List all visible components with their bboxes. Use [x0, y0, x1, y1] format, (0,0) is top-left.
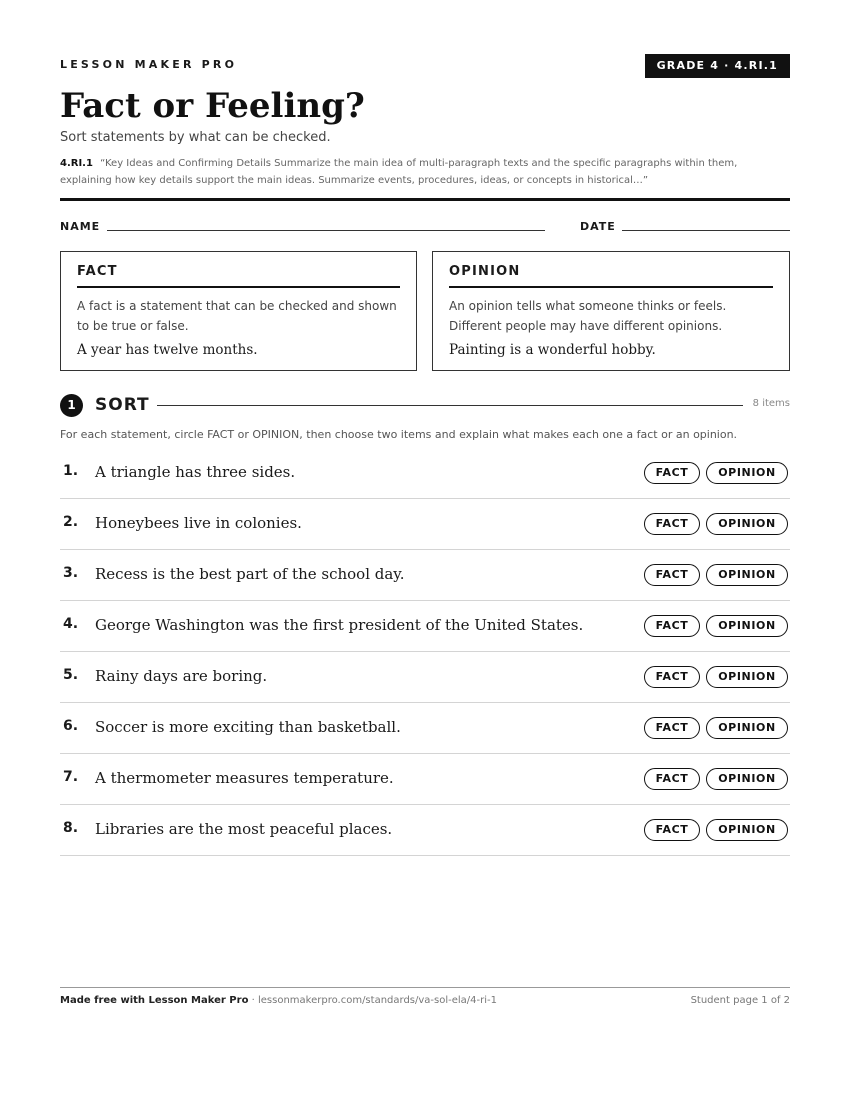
page-title: Fact or Feeling? [60, 86, 365, 126]
section-title: SORT [95, 395, 150, 415]
statement-text: George Washington was the first president of the United States. [95, 616, 584, 634]
footer-page-number: Student page 1 of 2 [690, 995, 790, 1006]
opinion-card-example: Painting is a wonderful hobby. [449, 342, 656, 358]
statement-item [60, 550, 790, 601]
statement-number: 1. [63, 463, 79, 479]
date-label: DATE [580, 220, 616, 233]
section-item-count: 8 items [752, 398, 790, 409]
standard-description [60, 155, 790, 189]
fact-card-heading: FACT [77, 264, 400, 288]
fact-choice-button[interactable]: FACT [644, 717, 700, 739]
statement-item [60, 499, 790, 550]
opinion-card-heading: OPINION [449, 264, 773, 288]
fact-choice-button[interactable]: FACT [644, 768, 700, 790]
brand-name: LESSON MAKER PRO [60, 58, 238, 71]
grade-badge: GRADE 4 · 4.RI.1 [645, 54, 790, 78]
section-instructions: For each statement, circle FACT or OPINION, then choose two items and explain what makes each one a fact or an opinion. [60, 428, 738, 441]
statement-text: A thermometer measures temperature. [95, 769, 394, 787]
standard-code: 4.RI.1 [60, 158, 93, 169]
statement-item [60, 601, 790, 652]
opinion-choice-button[interactable]: OPINION [706, 615, 788, 637]
statement-text: Libraries are the most peaceful places. [95, 820, 393, 838]
statement-text: A triangle has three sides. [95, 463, 296, 481]
statement-text: Soccer is more exciting than basketball. [95, 718, 401, 736]
statement-number: 6. [63, 718, 79, 734]
fact-definition-card [60, 251, 417, 371]
section-number-badge: 1 [60, 394, 83, 417]
worksheet-page [60, 0, 790, 1100]
header-divider [60, 198, 790, 201]
statement-item [60, 448, 790, 499]
fact-card-example: A year has twelve months. [77, 342, 258, 358]
page-subtitle: Sort statements by what can be checked. [60, 130, 331, 145]
statement-item [60, 805, 790, 856]
statement-number: 2. [63, 514, 79, 530]
opinion-choice-button[interactable]: OPINION [706, 462, 788, 484]
opinion-choice-button[interactable]: OPINION [706, 564, 788, 586]
footer-divider [60, 987, 790, 988]
standard-text: “Key Ideas and Confirming Details Summarize the main idea of multi-paragraph texts and the specific paragraphs within them, explaining how key details support the main ideas. Summarize events, procedures, ideas, or concepts in historical…” [60, 158, 738, 186]
statement-number: 5. [63, 667, 79, 683]
fact-choice-button[interactable]: FACT [644, 513, 700, 535]
footer-url: · lessonmakerpro.com/standards/va-sol-ela/4-ri-1 [248, 995, 497, 1006]
statement-text: Rainy days are boring. [95, 667, 268, 685]
opinion-card-definition: An opinion tells what someone thinks or feels. Different people may have different opinions. [449, 299, 727, 333]
opinion-definition-card [432, 251, 790, 371]
statement-number: 7. [63, 769, 79, 785]
opinion-choice-button[interactable]: OPINION [706, 513, 788, 535]
name-label: NAME [60, 220, 101, 233]
statement-number: 8. [63, 820, 79, 836]
opinion-choice-button[interactable]: OPINION [706, 666, 788, 688]
statement-number: 3. [63, 565, 79, 581]
fact-choice-button[interactable]: FACT [644, 564, 700, 586]
fact-choice-button[interactable]: FACT [644, 615, 700, 637]
section-rule [157, 405, 743, 406]
fact-choice-button[interactable]: FACT [644, 462, 700, 484]
statement-item [60, 754, 790, 805]
fact-choice-button[interactable]: FACT [644, 819, 700, 841]
statement-item [60, 703, 790, 754]
fact-card-definition: A fact is a statement that can be checked and shown to be true or false. [77, 299, 397, 333]
footer-credit [60, 995, 497, 1006]
statement-text: Honeybees live in colonies. [95, 514, 302, 532]
opinion-choice-button[interactable]: OPINION [706, 768, 788, 790]
statement-list [60, 448, 790, 856]
opinion-choice-button[interactable]: OPINION [706, 819, 788, 841]
date-field[interactable] [622, 230, 790, 231]
opinion-choice-button[interactable]: OPINION [706, 717, 788, 739]
statement-item [60, 652, 790, 703]
statement-number: 4. [63, 616, 79, 632]
name-field[interactable] [107, 230, 545, 231]
fact-choice-button[interactable]: FACT [644, 666, 700, 688]
statement-text: Recess is the best part of the school day. [95, 565, 405, 583]
footer-made-with: Made free with Lesson Maker Pro [60, 995, 249, 1006]
